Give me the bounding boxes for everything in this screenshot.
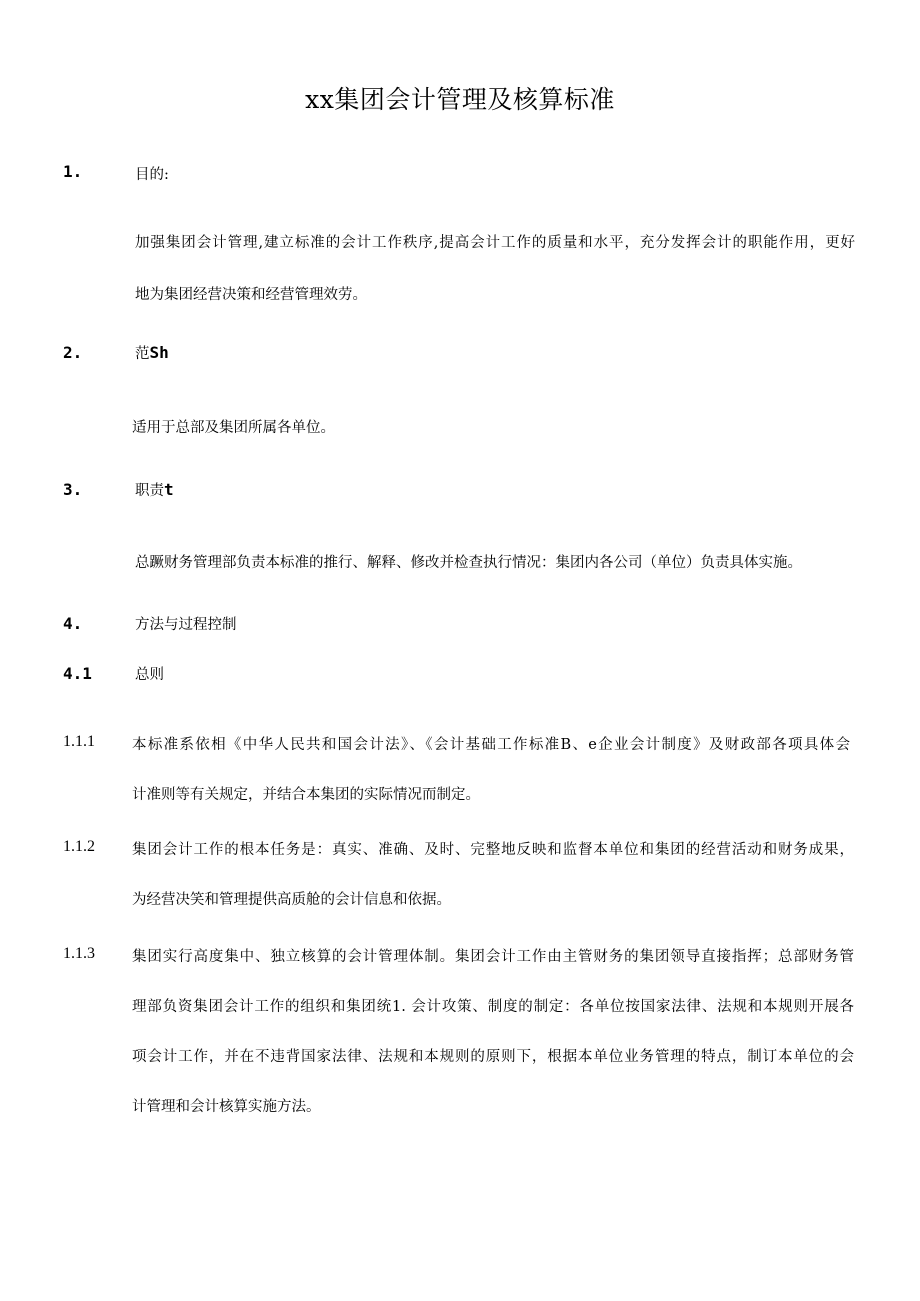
paragraph-line: 加强集团会计管理,建立标准的会计工作秩序,提高会计工作的质量和水平，充分发挥会计的职能作用，更好 bbox=[135, 235, 855, 251]
paragraph-line: 集团实行高度集中、独立核算的会计管理体制。集团会计工作由主管财务的集团领导直接指挥；总部财务管 bbox=[132, 949, 854, 965]
section-number: 2. bbox=[63, 343, 83, 362]
section-number: 4.1 bbox=[63, 664, 92, 683]
heading-latin: Sh bbox=[149, 343, 169, 362]
document-title: xx集团会计管理及核算标准 bbox=[305, 85, 615, 114]
heading-cn: 职责 bbox=[135, 483, 164, 499]
heading-latin: t bbox=[164, 480, 174, 499]
section-heading bbox=[135, 342, 169, 363]
paragraph-line: 集团会计工作的根本任务是：真实、准确、及时、完整地反映和监督本单位和集团的经营活动和财务成果， bbox=[132, 842, 854, 858]
paragraph-line: 项会计工作，并在不违背国家法律、法规和本规则的原则下，根据本单位业务管理的特点，制订本单位的会 bbox=[132, 1049, 854, 1065]
heading-cn: 范 bbox=[135, 346, 150, 362]
clause-number: 1.1.2 bbox=[63, 838, 95, 855]
paragraph-line: 适用于总部及集团所属各单位。 bbox=[132, 420, 335, 436]
section-number: 4. bbox=[63, 614, 83, 633]
paragraph-line: 为经营决笑和管理提供高质舱的会计信息和依据。 bbox=[132, 892, 451, 908]
section-heading bbox=[135, 479, 174, 500]
section-number: 1. bbox=[63, 162, 83, 181]
paragraph-line: 理部负资集团会计工作的组织和集团统1. 会计攻策、制度的制定：各单位按国家法律、法规和本规则开展各 bbox=[132, 999, 854, 1015]
paragraph-line: 计管理和会计核算实施方法。 bbox=[132, 1099, 321, 1115]
paragraph-line: 计准则等有关规定，并结合本集团的实际情况而制定。 bbox=[132, 787, 480, 803]
clause-number: 1.1.3 bbox=[63, 945, 95, 962]
clause-number: 1.1.1 bbox=[63, 733, 95, 750]
section-heading: 方法与过程控制 bbox=[135, 617, 237, 633]
section-heading: 目的: bbox=[135, 167, 169, 183]
section-heading: 总则 bbox=[135, 667, 164, 683]
paragraph-line: 本标准系依相《中华人民共和国会计法》、《会计基础工作标准B、e企业会计制度》及财政部各项具体会 bbox=[132, 737, 850, 753]
section-number: 3. bbox=[63, 480, 83, 499]
paragraph-line: 地为集团经营决策和经营管理效劳。 bbox=[135, 287, 367, 303]
paragraph-line: 总蹶财务管理部负责本标准的推行、解释、修改并检查执行情况：集团内各公司（单位）负责具体实施。 bbox=[135, 555, 802, 571]
